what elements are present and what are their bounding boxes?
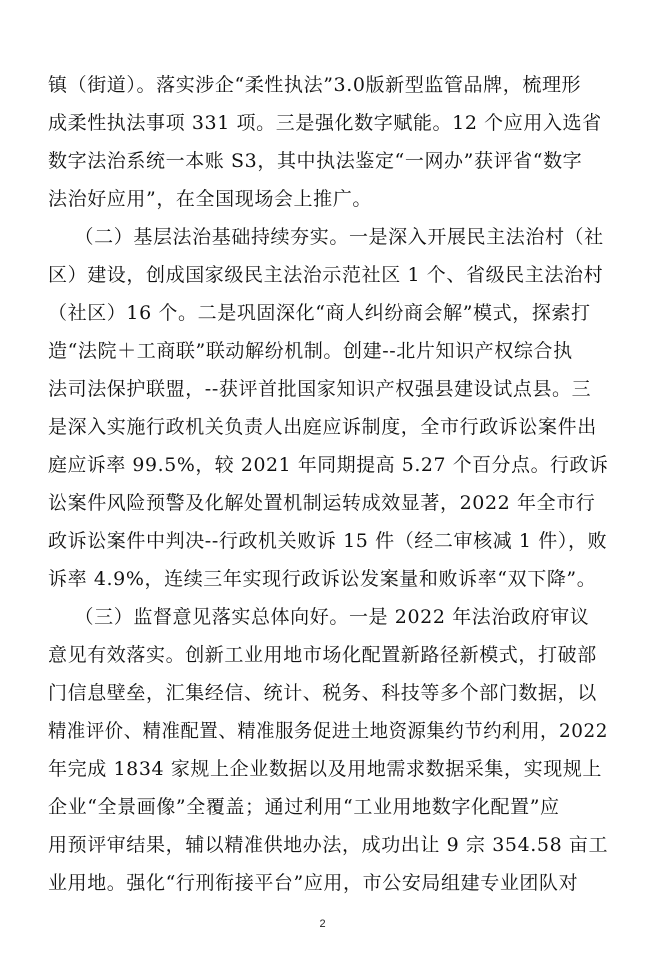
body-text: [48, 66, 608, 902]
text-line: （社区）16 个。二是巩固深化“商人纠纷商会解”模式，探索打: [48, 302, 591, 324]
text-line: 造“法院＋工商联”联动解纷机制。创建--北片知识产权综合执: [48, 340, 573, 362]
text-line: 用预评审结果，辅以精准供地办法，成功出让 9 宗 354.58 亩工: [48, 834, 609, 856]
text-line: 政诉讼案件中判决--行政机关败诉 15 件（经二审核减 1 件），败: [48, 530, 608, 552]
text-line: 成柔性执法事项 331 项。三是强化数字赋能。12 个应用入选省: [48, 112, 602, 134]
text-line: 庭应诉率 99.5%，较 2021 年同期提高 5.27 个百分点。行政诉: [48, 454, 609, 476]
text-line: 数字法治系统一本账 S3，其中执法鉴定“一网办”获评省“数字: [48, 150, 583, 172]
text-line: 是深入实施行政机关负责人出庭应诉制度，全市行政诉讼案件出: [48, 416, 597, 438]
section-heading-line: （二）基层法治基础持续夯实。一是深入开展民主法治村（社: [48, 226, 604, 248]
text-line: 精准评价、精准配置、精准服务促进土地资源集约节约利用，2022: [48, 720, 608, 742]
text-line: 业用地。强化“行刑衔接平台”应用，市公安局组建专业团队对: [48, 872, 579, 894]
text-line: 法治好应用”，在全国现场会上推广。: [48, 188, 372, 210]
section-heading-line: （三）监督意见落实总体向好。一是 2022 年法治政府审议: [48, 606, 590, 628]
text-line: 意见有效落实。创新工业用地市场化配置新路径新模式，打破部: [48, 644, 597, 666]
text-line: 诉率 4.9%，连续三年实现行政诉讼发案量和败诉率“双下降”。: [48, 568, 597, 590]
text-line: 讼案件风险预警及化解处置机制运转成效显著，2022 年全市行: [48, 492, 596, 514]
page-number: 2: [319, 918, 326, 930]
text-line: 企业“全景画像”全覆盖；通过利用“工业用地数字化配置”应: [48, 796, 560, 818]
text-line: 门信息壁垒，汇集经信、统计、税务、科技等多个部门数据，以: [48, 682, 597, 704]
text-line: 年完成 1834 家规上企业数据以及用地需求数据采集，实现规上: [48, 758, 603, 780]
text-line: 镇（街道）。落实涉企“柔性执法”3.0版新型监管品牌，梳理形: [48, 74, 582, 96]
text-line: 区）建设，创成国家级民主法治示范社区 1 个、省级民主法治村: [48, 264, 604, 286]
text-line: 法司法保护联盟，--获评首批国家知识产权强县建设试点县。三: [48, 378, 592, 400]
